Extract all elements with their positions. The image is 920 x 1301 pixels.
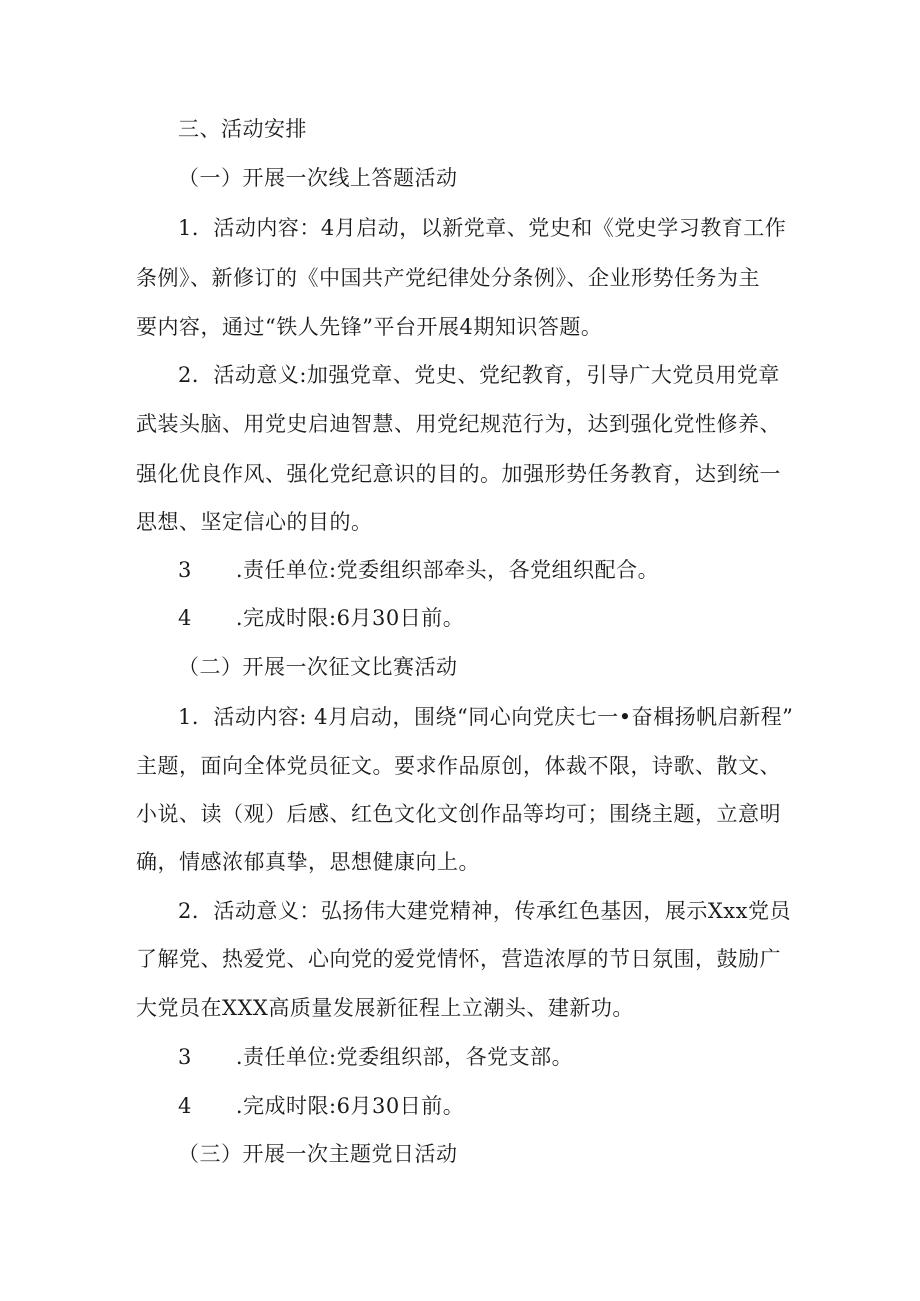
part2-item3 (178, 1042, 573, 1072)
part1-item4-text: .完成时限:6月30日前。 (235, 606, 465, 630)
part1-item2-line1: 2．活动意义:加强党章、党史、党纪教育，引导广大党员用党章 (178, 363, 780, 387)
part2-item4-text: .完成时限:6月30日前。 (235, 1094, 465, 1118)
part2-item1-line1: 1．活动内容: 4月启动，围绕“同心向党庆七一•奋楫扬帆启新程” (178, 705, 794, 729)
part1-item4-number: 4 (178, 606, 192, 630)
section-heading: 三、活动安排 (178, 117, 307, 141)
part2-item1-line2: 主题，面向全体党员征文。要求作品原创，体裁不限，诗歌、散文、 (136, 754, 781, 778)
part2-item1-line4: 确，情感浓郁真挚，思想健康向上。 (136, 850, 480, 874)
part2-heading: （二）开展一次征文比赛活动 (178, 655, 458, 679)
part1-heading: （一）开展一次线上答题活动 (178, 166, 458, 190)
part1-item1-line1: 1．活动内容：4月启动，以新党章、党史和《党史学习教育工作 (178, 216, 787, 240)
part1-item1-line3: 要内容，通过“铁人先锋”平台开展4期知识答题。 (136, 315, 603, 339)
part2-item4-number: 4 (178, 1094, 192, 1118)
part1-item3-number: 3 (178, 558, 192, 582)
part3-heading: （三）开展一次主题党日活动 (178, 1142, 458, 1166)
part2-item2-line3: 大党员在XXX高质量发展新征程上立潮头、建新功。 (136, 996, 634, 1020)
part2-item2-line1: 2．活动意义：弘扬伟大建党精神，传承红色基因，展示Xxx党员 (178, 899, 791, 923)
part2-item1-line3: 小说、读（观）后感、红色文化文创作品等均可；围绕主题，立意明 (136, 802, 781, 826)
part1-item4 (178, 603, 464, 633)
part1-item3 (178, 555, 659, 585)
part1-item2-line2: 武装头脑、用党史启迪智慧、用党纪规范行为，达到强化党性修养、 (136, 412, 781, 436)
part1-item3-text: .责任单位:党委组织部牵头，各党组织配合。 (235, 558, 660, 582)
part2-item4 (178, 1091, 464, 1121)
part1-item1-line2: 条例》、新修订的《中国共产党纪律处分条例》、企业形势任务为主 (136, 266, 760, 290)
part1-item2-line3: 强化优良作风、强化党纪意识的目的。加强形势任务教育，达到统一 (136, 462, 781, 486)
part1-item2-line4: 思想、坚定信心的目的。 (136, 510, 373, 534)
part2-item2-line2: 了解党、热爱党、心向党的爱党情怀，营造浓厚的节日氛围，鼓励广 (136, 947, 781, 971)
part2-item3-number: 3 (178, 1045, 192, 1069)
part2-item3-text: .责任单位:党委组织部，各党支部。 (235, 1045, 574, 1069)
